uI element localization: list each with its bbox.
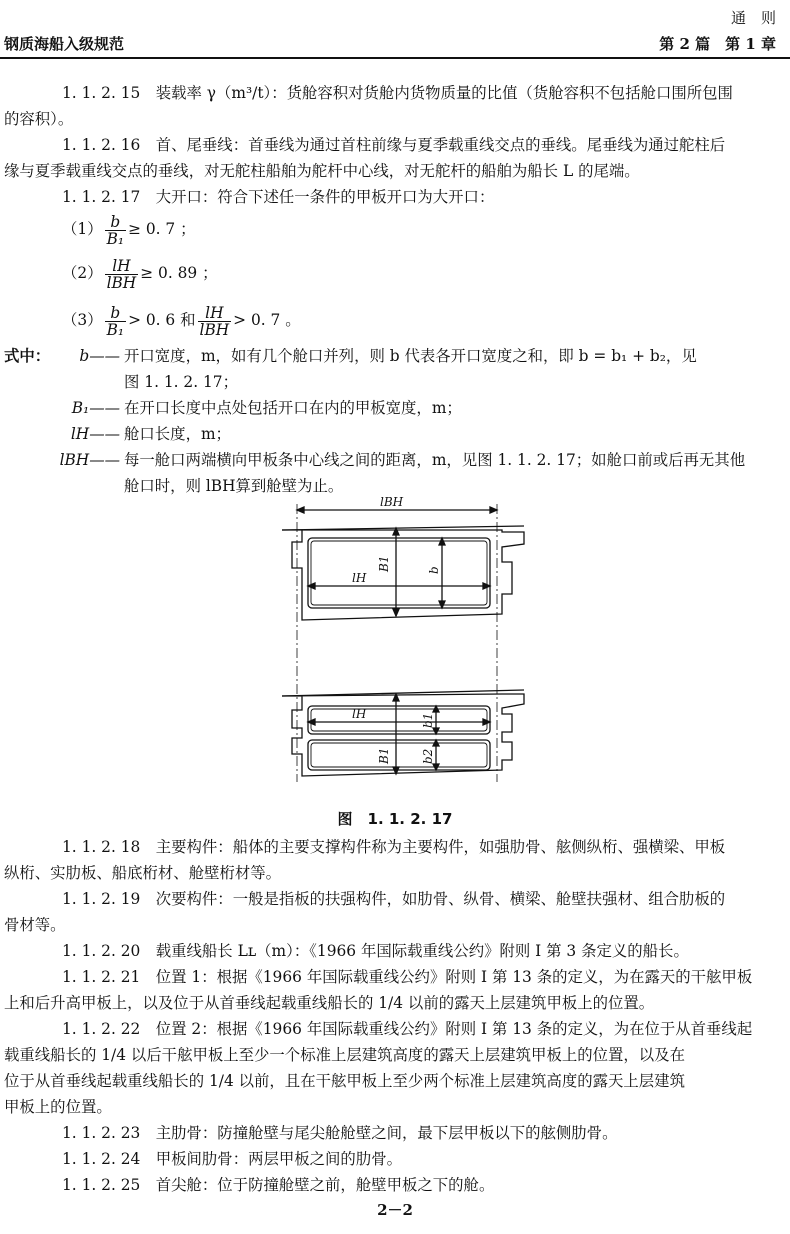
def-term-lBH: lBH——: [59, 451, 120, 469]
para-1-1-2-15-line2: 的容积）。: [4, 110, 74, 128]
clause-number: 1. 1. 2. 16: [62, 136, 141, 154]
label-B1-top: B1: [377, 555, 391, 572]
para-1-1-2-18-line2: 纵桁、实肋板、船底桁材、舱壁桁材等。: [4, 864, 282, 882]
condition-1: [62, 212, 196, 247]
condition-index: （3）: [62, 311, 103, 329]
clause-text: 大开口：符合下述任一条件的甲板开口为大开口：: [155, 188, 495, 206]
top-hatch-inner: [311, 541, 487, 605]
para-1-1-2-22-line1: [62, 1018, 752, 1040]
label-b1: b1: [421, 712, 435, 728]
header-rule: [0, 57, 790, 59]
def-desc-lBH-line1: 每一舱口两端横向甲板条中心线之间的距离，m，见图 1. 1. 2. 17；如舱口前或后再无其他: [124, 451, 746, 469]
para-1-1-2-21-line1: [62, 966, 752, 988]
para-1-1-2-19-line2: 骨材等。: [4, 916, 66, 934]
hatch-opening-1: [308, 706, 490, 734]
top-deck-outline: [282, 530, 524, 620]
label-B1-bottom: B1: [377, 747, 391, 764]
para-1-1-2-16-line1: [62, 134, 725, 156]
hatch-opening-2-inner: [311, 743, 487, 767]
page-number: 2－2: [377, 1201, 413, 1219]
label-lH-top: lH: [352, 571, 367, 585]
condition-3: [62, 303, 301, 338]
part-chapter: 第 2 篇 第 1 章: [659, 35, 776, 53]
label-b: b: [427, 566, 441, 574]
clause-text: 甲板间肋骨：两层甲板之间的肋骨。: [155, 1150, 402, 1168]
condition-value: ≥ 0. 89 ；: [140, 264, 218, 282]
clause-text: 位置 1：根据《1966 年国际载重线公约》附则 I 第 13 条的定义，为在露天的干舷甲板: [155, 968, 753, 986]
para-1-1-2-24-line1: [62, 1148, 402, 1170]
fraction-lH-over-lBH: $\frac{lH}{\text{lBH}}$: [199, 303, 230, 339]
def-desc-lH: 舱口长度，m；: [124, 425, 231, 443]
para-1-1-2-22-line3: 位于从首垂线起载重线船长的 1/4 以前，且在干舷甲板上至少两个标准上层建筑高度的露天上层建筑: [4, 1072, 685, 1090]
label-b2: b2: [421, 748, 435, 764]
para-1-1-2-21-line2: 上和后升高甲板上，以及位于从首垂线起载重线船长的 1/4 以前的露天上层建筑甲板上的位置。: [4, 994, 655, 1012]
condition-index: （2）: [62, 264, 103, 282]
para-1-1-2-18-line1: [62, 836, 725, 858]
para-1-1-2-25-line1: [62, 1174, 494, 1196]
para-1-1-2-20-line1: [62, 940, 689, 962]
clause-text: 装载率 γ（m³/t）：货舱容积对货舱内货物质量的比值（货舱容积不包括舱口围所包围: [155, 84, 733, 102]
para-1-1-2-16-line2: 缘与夏季载重线交点的垂线，对无舵柱船舶为舵杆中心线，对无舵杆的船舶为船长 L 的尾端。: [4, 162, 640, 180]
fraction-b-over-B1: $\frac{b}{\text{B₁}}$: [106, 212, 125, 248]
clause-number: 1. 1. 2. 22: [62, 1020, 141, 1038]
clause-number: 1. 1. 2. 23: [62, 1124, 141, 1142]
label-lBH: lBH: [380, 495, 404, 509]
clause-number: 1. 1. 2. 19: [62, 890, 141, 908]
clause-text: 位置 2：根据《1966 年国际载重线公约》附则 I 第 13 条的定义，为在位于从首垂线起: [155, 1020, 753, 1038]
top-hatch-opening: [308, 538, 490, 608]
def-term-b: b——: [79, 347, 120, 365]
def-desc-b-line1: 开口宽度，m，如有几个舱口并列，则 b 代表各开口宽度之和，即 b = b₁ + b₂，见: [124, 347, 697, 365]
figure-caption: 图 1. 1. 2. 17: [337, 810, 453, 828]
figure-large-opening-diagram: [276, 492, 536, 792]
def-desc-b-line2: 图 1. 1. 2. 17；: [124, 373, 238, 391]
clause-text: 载重线船长 Lʟ（m）：《1966 年国际载重线公约》附则 I 第 3 条定义的船长。: [155, 942, 689, 960]
para-1-1-2-22-line2: 载重线船长的 1/4 以后干舷甲板上至少一个标准上层建筑高度的露天上层建筑甲板上的位置，以及在: [4, 1046, 685, 1064]
condition-value: ≥ 0. 7 ；: [128, 220, 196, 238]
para-1-1-2-22-line4: 甲板上的位置。: [4, 1098, 112, 1116]
chapter-title: 通 则: [730, 9, 776, 27]
para-1-1-2-15-line1: [62, 82, 733, 104]
hatch-opening-1-inner: [311, 709, 487, 731]
def-term-B1: B₁——: [71, 399, 120, 417]
clause-number: 1. 1. 2. 20: [62, 942, 141, 960]
clause-number: 1. 1. 2. 25: [62, 1176, 141, 1194]
clause-number: 1. 1. 2. 17: [62, 188, 141, 206]
condition-index: （1）: [62, 220, 103, 238]
para-1-1-2-23-line1: [62, 1122, 617, 1144]
clause-text: 首尖舱：位于防撞舱壁之前，舱壁甲板之下的舱。: [155, 1176, 495, 1194]
condition-2: [62, 256, 217, 291]
clause-text: 主肋骨：防撞舱壁与尾尖舱舱壁之间，最下层甲板以下的舷侧肋骨。: [155, 1124, 618, 1142]
fraction-lH-over-lBH: $\frac{lH}{\text{lBH}}$: [106, 256, 137, 292]
condition-value: > 0. 6 和: [128, 311, 196, 329]
clause-number: 1. 1. 2. 21: [62, 968, 141, 986]
clause-number: 1. 1. 2. 15: [62, 84, 141, 102]
condition-value: > 0. 7 。: [233, 311, 301, 329]
definitions-lead: 式中：: [4, 347, 51, 365]
clause-text: 首、尾垂线：首垂线为通过首柱前缘与夏季载重线交点的垂线。尾垂线为通过舵柱后: [155, 136, 726, 154]
para-1-1-2-17-line1: [62, 186, 494, 208]
clause-text: 主要构件：船体的主要支撑构件称为主要构件，如强肋骨、舷侧纵桁、强横梁、甲板: [155, 838, 726, 856]
fraction-b-over-B1: $\frac{b}{\text{B₁}}$: [106, 303, 125, 339]
clause-text: 次要构件：一般是指板的扶强构件，如肋骨、纵骨、横梁、舱壁扶强材、组合肋板的: [155, 890, 726, 908]
document-title: 钢质海船入级规范: [4, 35, 125, 53]
clause-number: 1. 1. 2. 24: [62, 1150, 141, 1168]
clause-number: 1. 1. 2. 18: [62, 838, 141, 856]
para-1-1-2-19-line1: [62, 888, 725, 910]
label-lH-bottom: lH: [352, 707, 367, 721]
def-desc-B1: 在开口长度中点处包括开口在内的甲板宽度，m；: [124, 399, 462, 417]
def-desc-lBH-line2: 舱口时，则 lBH算到舱壁为止。: [124, 477, 344, 495]
hatch-opening-2: [308, 740, 490, 770]
def-term-lH: lH——: [70, 425, 120, 443]
